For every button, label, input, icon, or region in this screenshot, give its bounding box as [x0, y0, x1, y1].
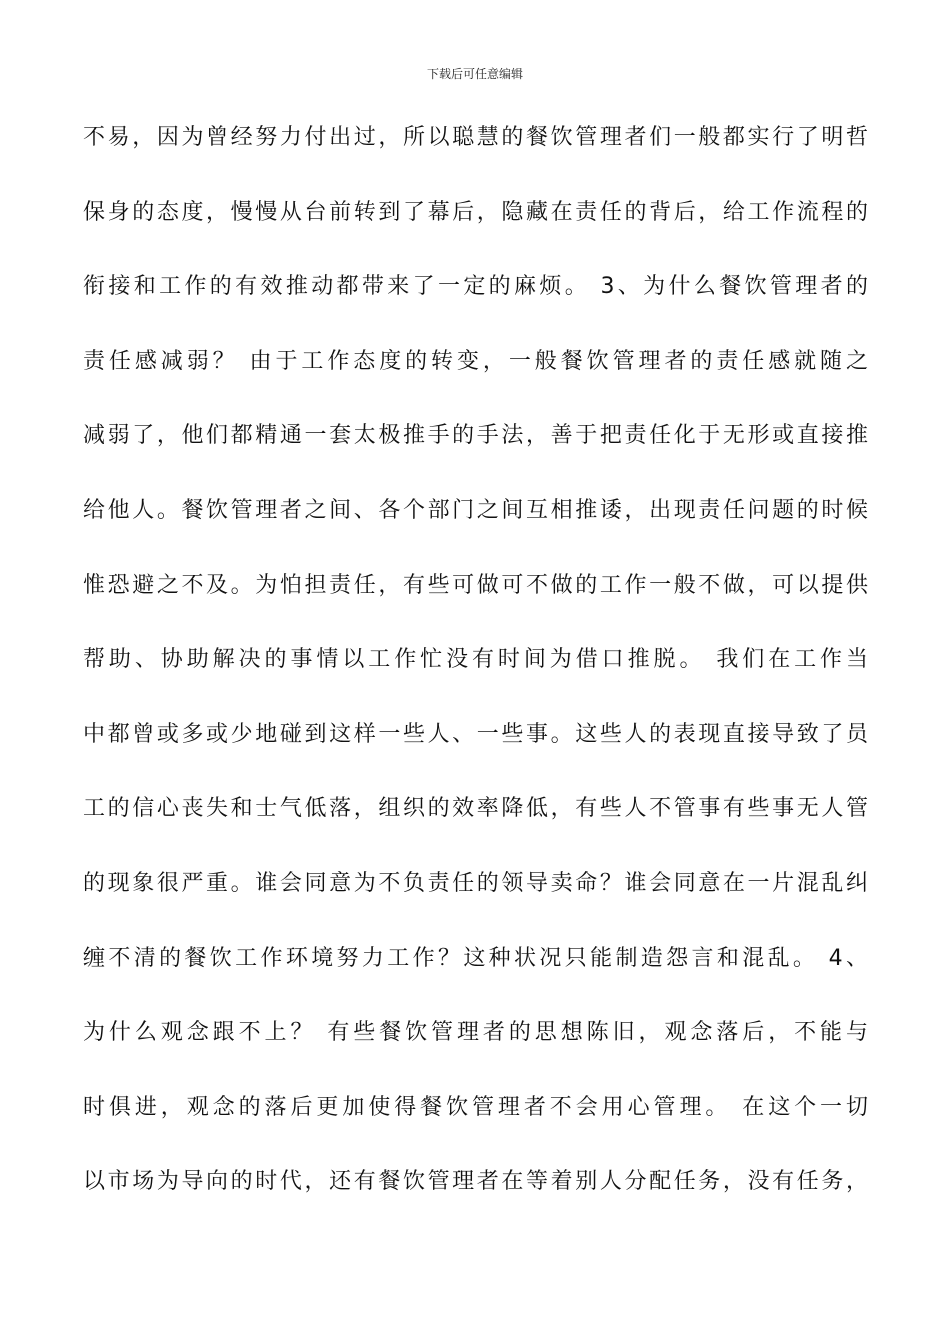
- text-line: 工的信心丧失和士气低落，组织的效率降低，有些人不管事有些事无人管: [83, 796, 868, 822]
- text-line: 责任感减弱？ 由于工作态度的转变，一般餐饮管理者的责任感就随之: [83, 348, 868, 374]
- text-line: 惟恐避之不及。为怕担责任，有些可做可不做的工作一般不做，可以提供: [83, 572, 868, 598]
- body-text: [83, 118, 868, 1237]
- text-line: 缠不清的餐饮工作环境努力工作？这种状况只能制造怨言和混乱。 4、: [83, 945, 868, 971]
- text-line: 保身的态度，慢慢从台前转到了幕后，隐藏在责任的背后，给工作流程的: [83, 199, 868, 225]
- text-line: 帮助、协助解决的事情以工作忙没有时间为借口推脱。 我们在工作当: [83, 647, 868, 673]
- text-line: 衔接和工作的有效推动都带来了一定的麻烦。 3、为什么餐饮管理者的: [83, 274, 868, 300]
- text-line: 的现象很严重。谁会同意为不负责任的领导卖命？谁会同意在一片混乱纠: [83, 870, 868, 896]
- text-line: 减弱了，他们都精通一套太极推手的手法，善于把责任化于无形或直接推: [83, 423, 868, 449]
- text-line: 不易，因为曾经努力付出过，所以聪慧的餐饮管理者们一般都实行了明哲: [83, 125, 868, 150]
- text-line: 中都曾或多或少地碰到这样一些人、一些事。这些人的表现直接导致了员: [83, 721, 868, 747]
- page-header: 下载后可任意编辑: [426, 67, 523, 81]
- text-line: 时俱进，观念的落后更加使得餐饮管理者不会用心管理。 在这个一切: [83, 1094, 868, 1120]
- text-line: 以市场为导向的时代，还有餐饮管理者在等着别人分配任务，没有任务，: [83, 1169, 868, 1195]
- text-line: 给他人。餐饮管理者之间、各个部门之间互相推诿，出现责任问题的时候: [83, 497, 868, 523]
- text-line: 为什么观念跟不上？ 有些餐饮管理者的思想陈旧，观念落后，不能与: [83, 1020, 868, 1046]
